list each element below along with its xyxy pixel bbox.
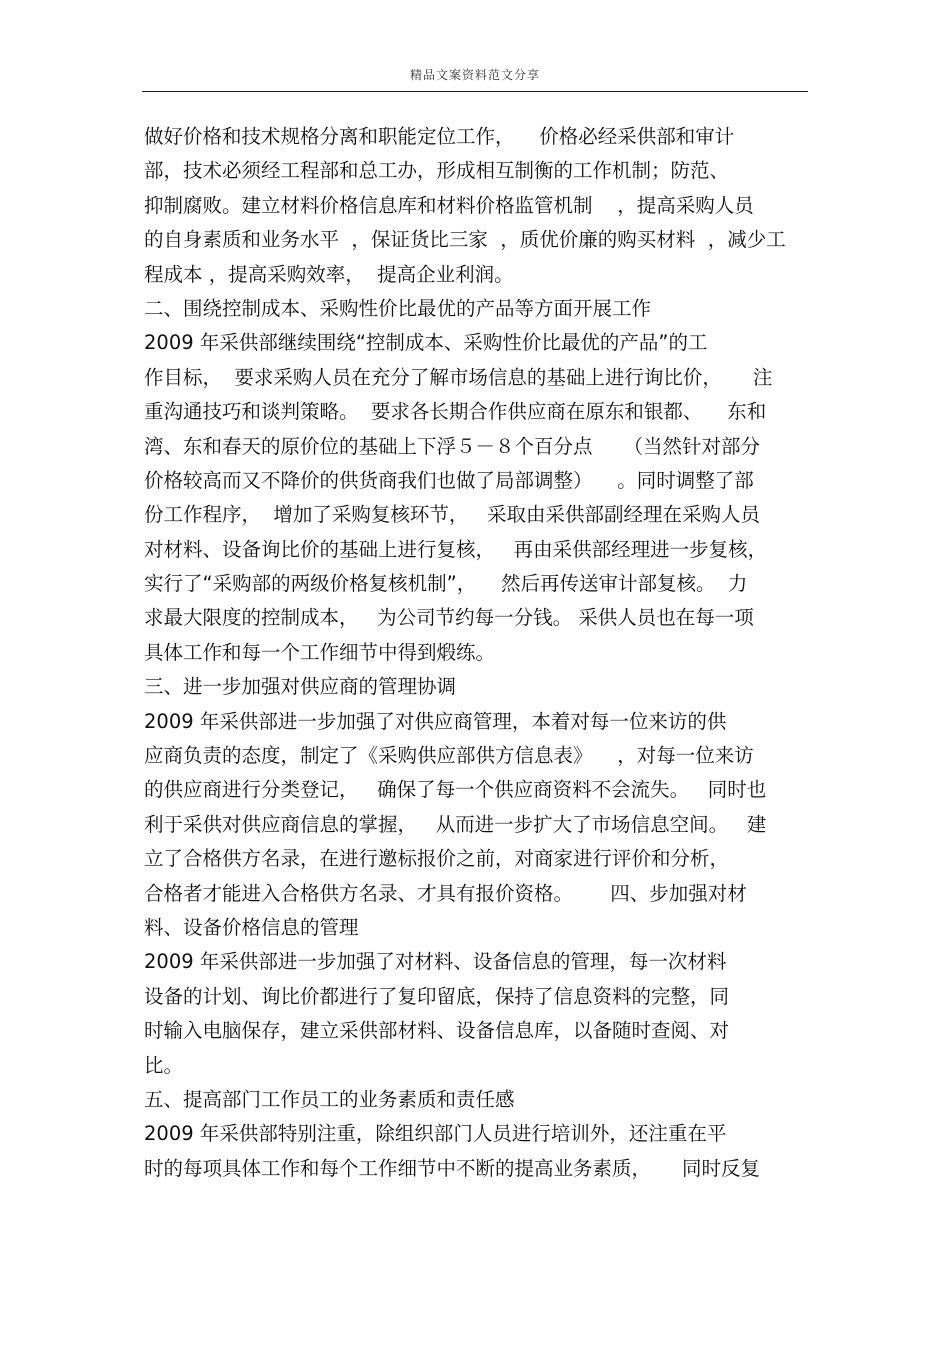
- text-line: 时输入电脑保存，建立采供部材料、设备信息库，以备随时查阅、对: [144, 1019, 730, 1043]
- document-body: [144, 120, 814, 1186]
- text-line: 抑制腐败。建立材料价格信息库和材料价格监管机制 ，提高采购人员: [144, 193, 754, 217]
- text-line: 份工作程序， 增加了采购复核环节， 采取由采供部副经理在采购人员: [144, 503, 760, 527]
- text-line: 比。: [144, 1053, 184, 1077]
- section-heading-2: 二、围绕控制成本、采购性价比最优的产品等方面开展工作: [144, 296, 652, 320]
- section-heading-5: 五、提高部门工作员工的业务素质和责任感: [144, 1087, 515, 1111]
- text-line: 料、设备价格信息的管理: [144, 915, 359, 939]
- section-heading-3: 三、进一步加强对供应商的管理协调: [144, 675, 457, 699]
- text-line: 湾、东和春天的原价位的基础上下浮５－８个百分点 （当然针对部分: [144, 434, 760, 458]
- text-line: 程成本 ，提高采购效率， 提高企业利润。: [144, 262, 514, 286]
- text-line: 具体工作和每一个工作细节中得到煅练。: [144, 640, 496, 664]
- text-line: 利于采供对供应商信息的掌握， 从而进一步扩大了市场信息空间。 建: [144, 812, 767, 836]
- text-line: 价格较高而又不降价的供货商我们也做了局部调整） 。同时调整了部: [144, 468, 754, 492]
- header-divider: [142, 91, 808, 92]
- text-line: 求最大限度的控制成本， 为公司节约每一分钱。 采供人员也在每一项: [144, 606, 754, 630]
- text-line: 2009 年采供部进一步加强了对材料、设备信息的管理，每一次材料: [144, 950, 727, 974]
- text-line: 2009 年采供部特别注重，除组织部门人员进行培训外，还注重在平: [144, 1122, 727, 1146]
- text-line: 作目标， 要求采购人员在充分了解市场信息的基础上进行询比价， 注: [144, 365, 773, 389]
- text-line: 2009 年采供部进一步加强了对供应商管理，本着对每一位来访的供: [144, 709, 727, 733]
- text-line: 对材料、设备询比价的基础上进行复核， 再由采供部经理进一步复核，: [144, 537, 768, 561]
- text-line: 部，技术必须经工程部和总工办，形成相互制衡的工作机制；防范、: [144, 159, 730, 183]
- text-line: 做好价格和技术规格分离和职能定位工作， 价格必经采供部和审计: [144, 125, 735, 148]
- text-line: 立了合格供方名录，在进行邀标报价之前，对商家进行评价和分析，: [144, 847, 730, 871]
- text-line: 时的每项具体工作和每个工作细节中不断的提高业务素质， 同时反复: [144, 1156, 760, 1180]
- text-line: 设备的计划、询比价都进行了复印留底，保持了信息资料的完整，同: [144, 984, 730, 1008]
- text-line: 2009 年采供部继续围绕“控制成本、采购性价比最优的产品”的工: [144, 331, 708, 355]
- page-header-title: 精品文案资料范文分享: [409, 68, 540, 82]
- text-line: 的供应商进行分类登记， 确保了每一个供应商资料不会流失。 同时也: [144, 778, 767, 802]
- text-line: 应商负责的态度，制定了《采购供应部供方信息表》 ，对每一位来访: [144, 744, 754, 768]
- text-line: 实行了“采购部的两级价格复核机制”， 然后再传送审计部复核。 力: [144, 572, 748, 596]
- text-line: 的自身素质和业务水平 ，保证货比三家 ，质优价廉的购买材料 ，减少工: [144, 228, 786, 252]
- text-line: 重沟通技巧和谈判策略。 要求各长期合作供应商在原东和银都、 东和: [144, 400, 767, 424]
- text-line: 合格者才能进入合格供方名录、才具有报价资格。 四、步加强对材: [144, 881, 747, 905]
